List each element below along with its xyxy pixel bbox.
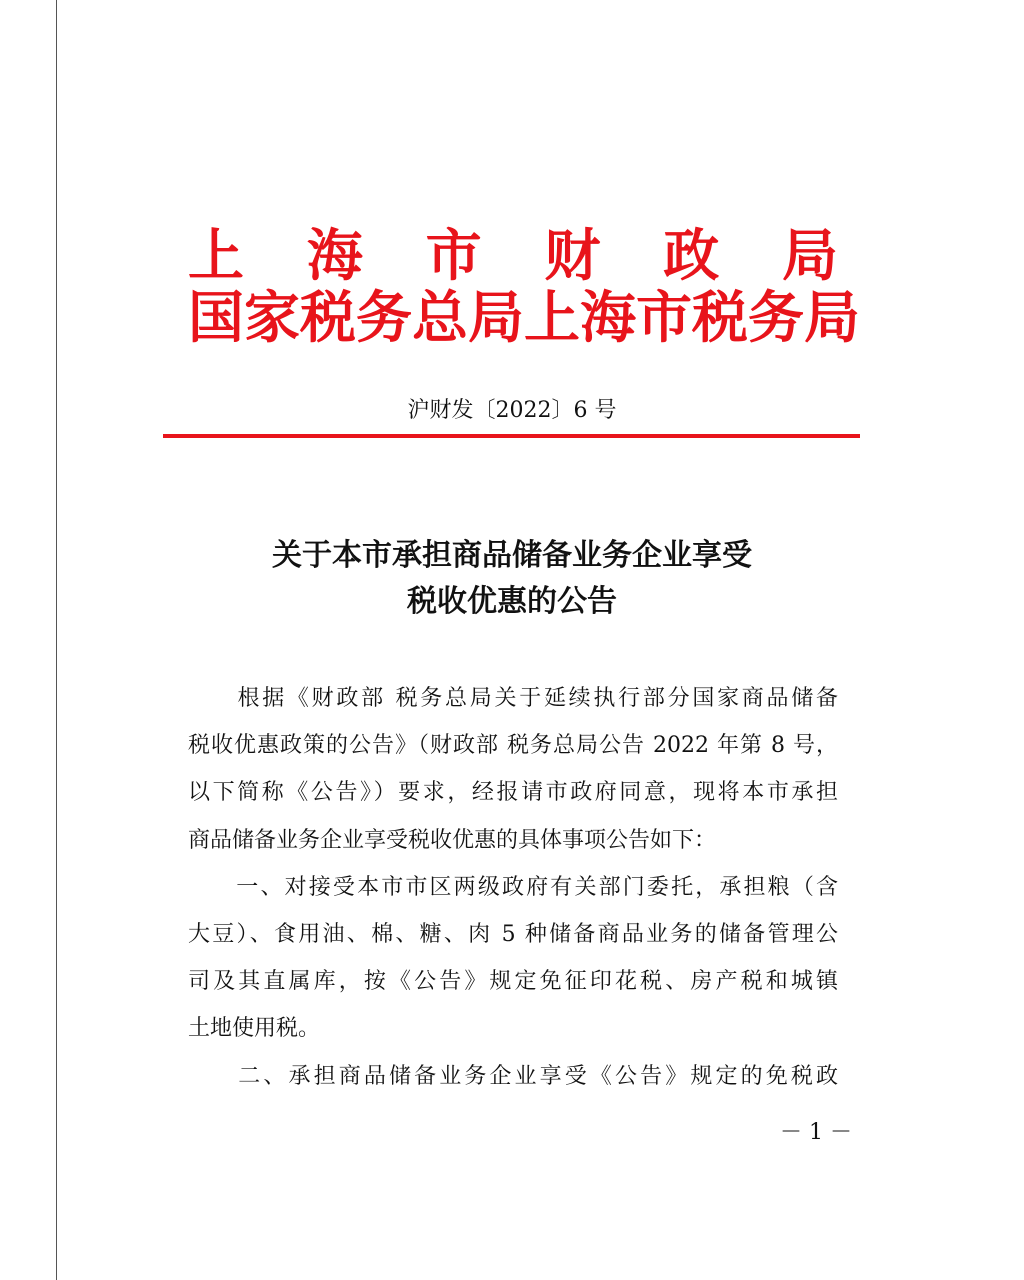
body-line: 税收优惠政策的公告》（财政部 税务总局公告 2022 年第 8 号， bbox=[188, 733, 838, 759]
body-line: 二、承担商品储备业务企业享受《公告》规定的免税政 bbox=[188, 1063, 838, 1089]
red-divider bbox=[163, 434, 860, 438]
notice-title-line-1: 关于本市承担商品储备业务企业享受 bbox=[272, 538, 752, 573]
document-number: 沪财发〔2022〕6 号 bbox=[407, 398, 617, 423]
body-line: 商品储备业务企业享受税收优惠的具体事项公告如下： bbox=[188, 827, 717, 853]
body-line: 一、对接受本市市区两级政府有关部门委托，承担粮（含 bbox=[188, 874, 838, 900]
body-line: 土地使用税。 bbox=[188, 1016, 321, 1042]
notice-body bbox=[188, 675, 838, 1100]
issuing-org-line-2: 国家税务总局上海市税务局 bbox=[188, 285, 860, 351]
body-line: 以下简称《公告》）要求，经报请市政府同意，现将本市承担 bbox=[188, 780, 838, 806]
body-line: 根据《财政部 税务总局关于延续执行部分国家商品储备 bbox=[188, 686, 838, 711]
notice-title-line-2: 税收优惠的公告 bbox=[407, 584, 617, 619]
body-line: 大豆）、食用油、棉、糖、肉 5 种储备商品业务的储备管理公 bbox=[188, 921, 838, 947]
page-edge-line bbox=[56, 0, 57, 1280]
issuing-org-line-1: 上海市财政局 bbox=[188, 223, 838, 289]
body-line: 司及其直属库，按《公告》规定免征印花税、房产税和城镇 bbox=[188, 969, 838, 995]
page-number: － 1 － bbox=[780, 1120, 852, 1145]
